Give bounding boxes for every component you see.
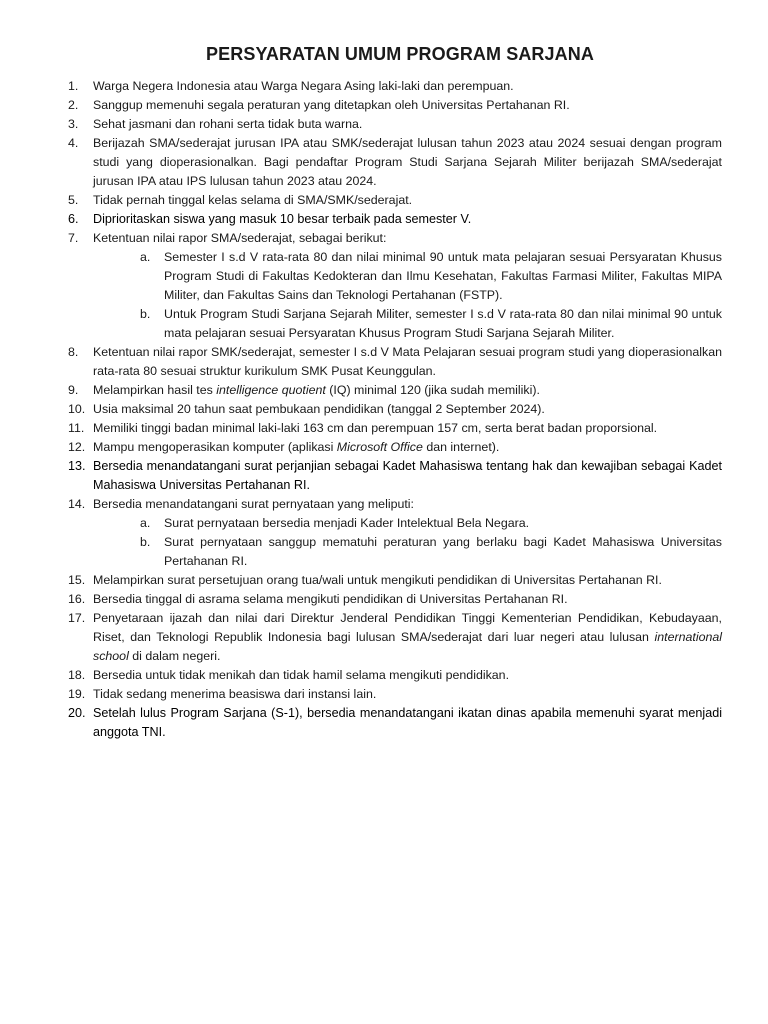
list-item	[68, 704, 722, 742]
item-number: 9.	[68, 383, 79, 397]
item-text: Bersedia menandatangani surat pernyataan yang meliputi:	[93, 497, 414, 511]
item-text-post: (IQ) minimal 120 (jika sudah memiliki).	[325, 383, 540, 397]
list-item	[68, 210, 722, 229]
list-item	[68, 77, 722, 96]
item-number: 19.	[68, 687, 86, 701]
item-text-pre: Mampu mengoperasikan komputer (aplikasi	[93, 440, 337, 454]
item-number: 7.	[68, 231, 79, 245]
list-item	[68, 343, 722, 381]
item-number: 15.	[68, 573, 86, 587]
item-text: Bersedia untuk tidak menikah dan tidak hamil selama mengikuti pendidikan.	[93, 668, 510, 682]
item-text: Sanggup memenuhi segala peraturan yang ditetapkan oleh Universitas Pertahanan RI.	[93, 98, 570, 112]
item-number: 5.	[68, 193, 79, 207]
requirements-list	[68, 77, 722, 742]
item-text: Warga Negera Indonesia atau Warga Negara Asing laki-laki dan perempuan.	[93, 79, 514, 93]
item-number: 11.	[68, 421, 85, 435]
list-item	[68, 666, 722, 685]
item-text: Bersedia tinggal di asrama selama mengikuti pendidikan di Universitas Pertahanan RI.	[93, 592, 568, 606]
list-item	[68, 229, 722, 343]
item-text-italic: international school	[93, 630, 722, 663]
item-number: 1.	[68, 79, 79, 93]
list-item	[68, 495, 722, 571]
list-item	[68, 685, 722, 704]
item-number: 17.	[68, 611, 86, 625]
item-text-post: dan internet).	[422, 440, 500, 454]
sub-item-letter: b.	[140, 307, 151, 321]
item-number: 18.	[68, 668, 86, 682]
item-text-pre: Penyetaraan ijazah dan nilai dari Direktur Jenderal Pendidikan Tinggi Kementerian Pendidikan, Kebudayaan, Riset, dan Teknologi Republik Indonesia bagi lulusan SMA/sederajat dari luar negeri atau lulusan	[93, 611, 722, 644]
sub-item-letter: b.	[140, 535, 151, 549]
item-text: Sehat jasmani dan rohani serta tidak buta warna.	[93, 117, 363, 131]
sub-list-item	[140, 533, 722, 571]
item-number: 4.	[68, 136, 79, 150]
item-number: 12.	[68, 440, 86, 454]
sub-item-text: Untuk Program Studi Sarjana Sejarah Militer, semester I s.d V rata-rata 80 dan nilai minimal 90 untuk mata pelajaran sesuai Persyaratan Khusus Program Studi Sarjana Sejarah Militer.	[164, 307, 722, 340]
list-item	[68, 419, 722, 438]
list-item	[68, 96, 722, 115]
list-item	[68, 438, 722, 457]
item-text-pre: Melampirkan hasil tes	[93, 383, 217, 397]
list-item	[68, 571, 722, 590]
item-number: 10.	[68, 402, 86, 416]
sub-item-text: Semester I s.d V rata-rata 80 dan nilai minimal 90 untuk mata pelajaran sesuai Persyaratan Khusus Program Studi di Fakultas Kedokteran dan Ilmu Kesehatan, Fakultas Farmasi Militer, Fakultas MIPA Militer, dan Fakultas Sains dan Teknologi Pertahanan (FSTP).	[164, 250, 722, 302]
item-text: Melampirkan surat persetujuan orang tua/wali untuk mengikuti pendidikan di Universitas Pertahanan RI.	[93, 573, 662, 587]
sub-item-text: Surat pernyataan sanggup mematuhi peraturan yang berlaku bagi Kadet Mahasiswa Universitas Pertahanan RI.	[164, 535, 722, 568]
list-item	[68, 457, 722, 495]
item-number: 16.	[68, 592, 86, 606]
item-text: Setelah lulus Program Sarjana (S-1), bersedia menandatangani ikatan dinas apabila memenuhi syarat menjadi anggota TNI.	[93, 706, 722, 739]
list-item	[68, 115, 722, 134]
item-number: 14.	[68, 497, 86, 511]
item-text: Tidak sedang menerima beasiswa dari instansi lain.	[93, 687, 377, 701]
item-text: Ketentuan nilai rapor SMK/sederajat, semester I s.d V Mata Pelajaran sesuai program studi yang dioperasionalkan rata-rata 80 sesuai struktur kurikulum SMK Pusat Keunggulan.	[93, 345, 722, 378]
sub-list-item	[140, 305, 722, 343]
sub-item-letter: a.	[140, 516, 151, 530]
item-text: Memiliki tinggi badan minimal laki-laki 163 cm dan perempuan 157 cm, serta berat badan proporsional.	[93, 421, 658, 435]
item-text: Tidak pernah tinggal kelas selama di SMA/SMK/sederajat.	[93, 193, 413, 207]
item-text: Bersedia menandatangani surat perjanjian sebagai Kadet Mahasiswa tentang hak dan kewajiban sebagai Kadet Mahasiswa Universitas Pertahanan RI.	[93, 459, 722, 492]
item-number: 20.	[68, 706, 86, 720]
list-item	[68, 381, 722, 400]
item-text-italic: Microsoft Office	[336, 440, 423, 454]
sub-list	[93, 248, 722, 343]
item-text: Ketentuan nilai rapor SMA/sederajat, sebagai berikut:	[93, 231, 387, 245]
item-number: 13.	[68, 459, 86, 473]
item-number: 3.	[68, 117, 79, 131]
item-number: 6.	[68, 212, 79, 226]
list-item	[68, 191, 722, 210]
item-text: Diprioritaskan siswa yang masuk 10 besar terbaik pada semester V.	[93, 212, 472, 226]
list-item	[68, 134, 722, 191]
item-text: Berijazah SMA/sederajat jurusan IPA atau SMK/sederajat lulusan tahun 2023 atau 2024 sesuai dengan program studi yang dioperasionalkan. Bagi pendaftar Program Studi Sarjana Sejarah Militer berijazah SMA/sederajat jurusan IPA atau IPS lulusan tahun 2023 atau 2024.	[93, 136, 722, 188]
item-text-post: di dalam negeri.	[128, 649, 221, 663]
item-number: 2.	[68, 98, 79, 112]
sub-item-letter: a.	[140, 250, 151, 264]
list-item	[68, 400, 722, 419]
sub-list-item	[140, 248, 722, 305]
item-text-italic: intelligence quotient	[216, 383, 326, 397]
sub-item-text: Surat pernyataan bersedia menjadi Kader Intelektual Bela Negara.	[164, 516, 530, 530]
list-item	[68, 590, 722, 609]
list-item	[68, 609, 722, 666]
item-number: 8.	[68, 345, 79, 359]
item-text: Usia maksimal 20 tahun saat pembukaan pendidikan (tanggal 2 September 2024).	[93, 402, 545, 416]
sub-list	[93, 514, 722, 571]
sub-list-item	[140, 514, 722, 533]
page-title: PERSYARATAN UMUM PROGRAM SARJANA	[206, 44, 594, 64]
